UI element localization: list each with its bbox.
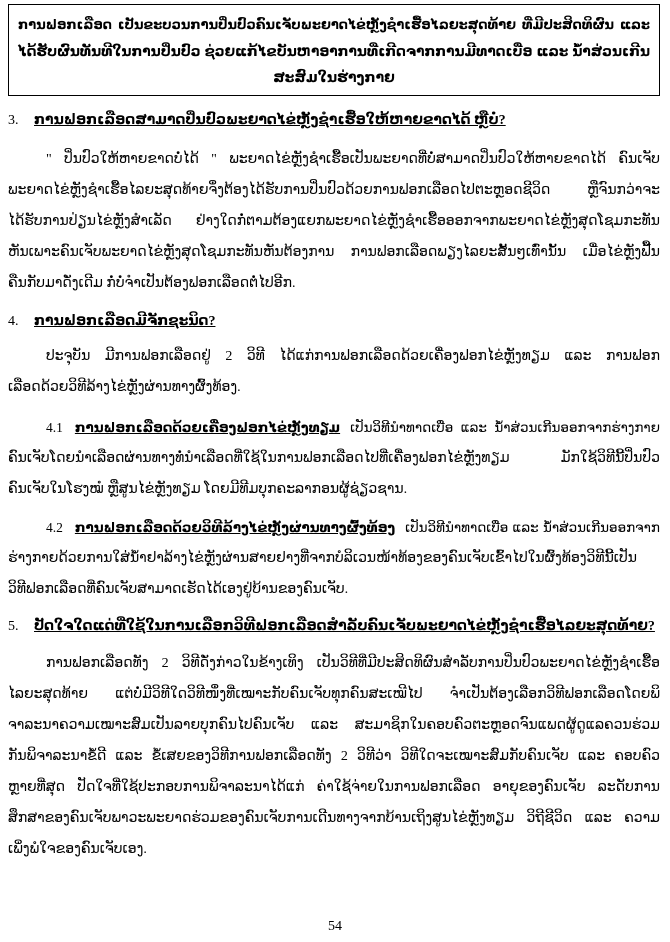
paragraph-line: ກັນພິຈາລະນາຂໍ້ດີ ແລະ ຂໍ້ເສຍຂອງວິທີການຟອກເລືອດທັງ 2 ວິທີວ່າ ວິທີໃດຈະເໝາະສົມກັບຄົນເຈັບ ແລະ ຄອບຄົວ (8, 749, 660, 764)
paragraph-line (8, 512, 660, 543)
subsection-text: ເປັນວິທີນຳທາດເບື່ອ ແລະ ນ້ຳສ່ວນເກີນອອກຈາກຮ່າງກາຍ (350, 420, 660, 435)
paragraph-line: ສຶກສາຂອງຄົນເຈັບພາວະພະຍາດຮ່ວມຂອງຄົນເຈັບການເດີນທາງຈາກບ້ານເຖິງສູນໄຂ່ຫຼັງທຽມ ວິຖີຊີວິດ ແລະ ຄວາມ (8, 811, 660, 826)
section-title: ການຟອກເລືອດສາມາດປິ່ນປົວພະຍາດໄຂ່ຫຼັງຊຳເຮື້ອໃຫ້ຫາຍຂາດໄດ້ ຫຼືບໍ່? (34, 113, 506, 128)
paragraph-line: ໄດ້ຮັບການປ່ຽນໄຂ່ຫຼັງສຳເລັດ ຢ່າງໃດກໍ່ຕາມຕ້ອງແຍກພະຍາດໄຂ່ຫຼັງຊຳເຮື້ອອອກຈາກພະຍາດໄຂ່ຫຼັງສຸດໂຊມກະທັນ (8, 214, 660, 229)
subsection-number: 4.1 (46, 420, 63, 435)
paragraph-line: ຮ່າງກາຍດ້ວຍການໃສ່ນ້ຳຢາລ້າງໄຂ່ຫຼັງຜ່ານສາຍຢາງທີ່ຈາກບໍລິເວນໜ້າທ້ອງຂອງຄົນເຈັບເຂົ້າໄປໃນຜົ້ງທ້ອງວິທີນີ້ເປັນ (8, 551, 638, 566)
subsection-number: 4.2 (46, 520, 63, 535)
paragraph-line: ປະຈຸບັນ ມີການຟອກເລືອດຢູ່ 2 ວິທີ ໄດ້ແກ່ການຟອກເລືອດດ້ວຍເຄື່ອງຟອກໄຂ່ຫຼັງທຽມ ແລະ ການຟອກ (46, 349, 660, 364)
intro-line: ໄດ້ຮັບຜົນທັນທີໃນການປິ່ນປົວ ຊ່ວຍແກ້ໄຂບັນຫາອາການທີ່ເກີດຈາກການມີທາດເບື່ອ ແລະ ນ້ຳສ່ວນເກີນ (18, 44, 650, 59)
section-number: 4. (8, 314, 19, 329)
section-5-paragraph (8, 648, 660, 865)
subsection-4-2 (8, 512, 660, 605)
intro-line: ສະສົມໃນຮ່າງກາຍ (273, 71, 395, 86)
section-4-heading (8, 306, 660, 337)
subsection-4-1 (8, 412, 660, 505)
paragraph-line: ການຟອກເລືອດທັງ 2 ວິທີດັ່ງກ່າວໃນຂ້າງເທິງ ເປັນວິທີທີ່ມີປະສິດທິຜົນສຳລັບການປິ່ນປົວພະຍາດໄຂ່ຫຼັງຊຳເຮື້ອ (46, 656, 660, 671)
paragraph-line: ວິທີຟອກເລືອດທີ່ຄົນເຈັບສາມາດເຮັດໄດ້ເອງຢູ່ບ້ານຂອງຄົນເຈັບ. (8, 582, 349, 597)
paragraph-line: ຫຼາຍທີ່ສຸດ ປັດໃຈທີ່ໃຊ້ປະກອບການພິຈາລະນາໄດ້ແກ່ ຄ່າໃຊ້ຈ່າຍໃນການຟອກເລືອດ ອາຍຸຂອງຄົນເຈັບ ລະດັບການ (8, 780, 660, 795)
intro-box (8, 4, 660, 96)
subsection-title: ການຟອກເລືອດດ້ວຍເຄື່ອງຟອກໄຂ່ຫຼັງທຽມ (74, 420, 341, 435)
paragraph-line: " ປິ່ນປົວໃຫ້ຫາຍຂາດບໍ່ໄດ້ " ພະຍາດໄຂ່ຫຼັງຊຳເຮື້ອເປັນພະຍາດທີ່ບໍ່ສາມາດປິ່ນປົວໃຫ້ຫາຍຂາດໄດ້ ຄົນເຈັບ (46, 152, 660, 167)
section-5-heading (8, 611, 660, 642)
section-title: ການຟອກເລືອດມີຈັກຊະນິດ? (34, 314, 216, 329)
paragraph-line (8, 412, 660, 443)
subsection-title: ການຟອກເລືອດດ້ວຍວິທີລ້າງໄຂ່ຫຼັງຜ່ານທາງຜົ້ງທ້ອງ (74, 520, 396, 535)
section-number: 3. (8, 113, 19, 128)
intro-line: ການຟອກເລືອດ ເປັນຂະບວນການປິ່ນປົວຄົນເຈັບພະຍາດໄຂ່ຫຼັງຊຳເຮື້ອໄລຍະສຸດທ້າຍ ທີ່ມີປະສິດທິຜົນ ແລະ (18, 17, 650, 32)
section-title: ປັດໃຈໃດແດ່ທີ່ໃຊ້ໃນການເລືອກວິທີຟອກເລືອດສຳລັບຄົນເຈັບພະຍາດໄຂ່ຫຼັງຊຳເຮື້ອໄລຍະສຸດທ້າຍ? (34, 619, 655, 634)
section-3-heading (8, 105, 660, 136)
paragraph-line: ຄົນເຈັບໂດຍນຳເລືອດຜ່ານທາງທໍ່ນຳເລືອດທີ່ໃຊ້ໃນການຟອກເລືອດໄປທີ່ເຄື່ອງຟອກໄຂ່ຫຼັງທຽມ ມັກໃຊ້ວິທີນີ້ປິ່ນປົວ (8, 451, 660, 466)
page-number: 54 (328, 919, 342, 934)
paragraph-line: ຈາລະນາຄວາມເໝາະສົມເປັນລາຍບຸກຄົນໄປຄົນເຈັບ ແລະ ສະມາຊິກໃນຄອບຄົວຕະຫຼອດຈົນແພດຜູ້ດູແລຄວນຮ່ວມ (8, 718, 660, 733)
section-4-paragraph (8, 341, 660, 403)
section-3-paragraph (8, 144, 660, 299)
section-number: 5. (8, 619, 19, 634)
paragraph-line: ຄົນເຈັບໃນໂຮງໝໍ ຫຼືສູນໄຂ່ຫຼັງທຽມ ໂດຍມີທີມບຸກຄະລາກອນຜູ້ຊ່ຽວຊານ. (8, 482, 408, 497)
subsection-text: ເປັນວິທີນຳທາດເບື່ອ ແລະ ນ້ຳສ່ວນເກີນອອກຈາກ (405, 520, 660, 535)
paragraph-line: ຄືນກັບມາດັ່ງເດີມ ກໍ່ບໍ່ຈຳເປັນຕ້ອງຟອກເລືອດຕໍ່ໄປອີກ. (8, 276, 296, 291)
paragraph-line: ເພິ່ງພໍໃຈຂອງຄົນເຈັບເອງ. (8, 842, 147, 857)
paragraph-line: ໄລຍະສຸດທ້າຍ ແຕ່ບໍ່ມີວິທີໃດວິທີໜຶ່ງທີ່ເໝາະກັບຄົນເຈັບທຸກຄົນສະເໝີໄປ ຈຳເປັນຕ້ອງເລືອກວິທີຟອກເລືອດໂດຍພິ (8, 687, 660, 702)
paragraph-line: ພະຍາດໄຂ່ຫຼັງຊຳເຮື້ອໄລຍະສຸດທ້າຍຈຶ່ງຕ້ອງໄດ້ຮັບການປິ່ນປົວດ້ວຍການຟອກເລືອດໄປຕະຫຼອດຊີວິດ ຫຼືຈົນກວ່າຈະ (8, 183, 660, 198)
paragraph-line: ຫັນເພາະຄົນເຈັບພະຍາດໄຂ່ຫຼັງສຸດໂຊມກະທັນຫັນຕ້ອງການ ການຟອກເລືອດພຽງໄລຍະສັ້ນໆເທົ່ານັ້ນ ເມື່ອໄຂ່ຫຼັງຟື້ນ (8, 245, 660, 260)
paragraph-line: ເລືອດດ້ວຍວິທີລ້າງໄຂ່ຫຼັງຜ່ານທາງຜົ້ງທ້ອງ. (8, 380, 241, 395)
